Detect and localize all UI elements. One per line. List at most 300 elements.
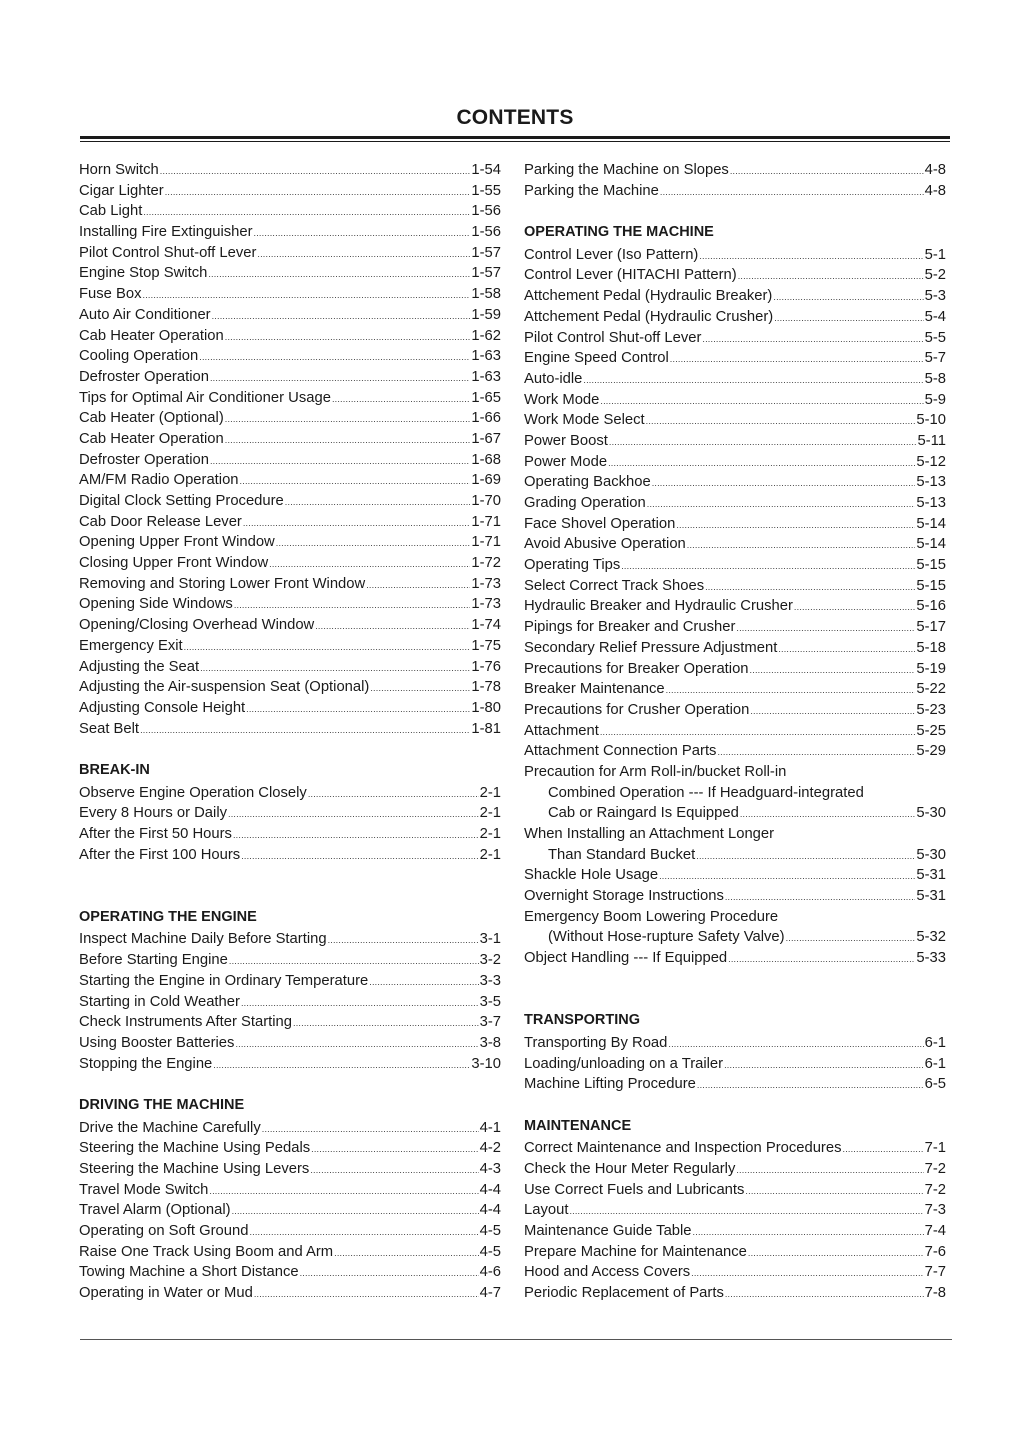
toc-list-maintenance bbox=[524, 1138, 946, 1304]
dot-leader bbox=[693, 1222, 924, 1243]
toc-entry[interactable] bbox=[79, 201, 501, 222]
toc-entry[interactable] bbox=[79, 1159, 501, 1180]
toc-entry-title: Every 8 Hours or Daily bbox=[79, 805, 228, 822]
toc-entry-title: Closing Upper Front Window bbox=[79, 555, 269, 572]
toc-entry-page: 1-71 bbox=[471, 534, 501, 551]
toc-entry[interactable] bbox=[79, 1138, 501, 1159]
toc-entry-title: Overnight Storage Instructions bbox=[524, 888, 724, 905]
section-heading-operating-machine: OPERATING THE MACHINE bbox=[524, 224, 714, 241]
dot-leader bbox=[646, 411, 916, 432]
dot-leader bbox=[778, 639, 915, 660]
dot-leader bbox=[600, 722, 916, 743]
dot-leader bbox=[285, 492, 471, 513]
toc-entry[interactable] bbox=[79, 388, 501, 409]
toc-entry[interactable] bbox=[79, 719, 501, 740]
toc-entry-title: Check the Hour Meter Regularly bbox=[524, 1161, 736, 1178]
toc-entry-title: Select Correct Track Shoes bbox=[524, 577, 705, 594]
toc-entry-page: 5-31 bbox=[916, 867, 946, 884]
toc-entry[interactable] bbox=[79, 470, 501, 491]
toc-entry-page: 5-9 bbox=[924, 391, 946, 408]
dot-leader bbox=[165, 182, 471, 203]
toc-entry[interactable] bbox=[79, 783, 501, 804]
toc-entry[interactable] bbox=[79, 491, 501, 512]
toc-entry[interactable] bbox=[524, 679, 946, 700]
toc-entry[interactable] bbox=[524, 596, 946, 617]
toc-entry-page: 3-8 bbox=[479, 1034, 501, 1051]
toc-entry-title: Opening Upper Front Window bbox=[79, 534, 275, 551]
toc-entry-page: 1-73 bbox=[471, 596, 501, 613]
toc-entry[interactable] bbox=[524, 493, 946, 514]
toc-entry-title: Cooling Operation bbox=[79, 348, 199, 365]
toc-entry-title: AM/FM Radio Operation bbox=[79, 472, 239, 489]
toc-entry[interactable] bbox=[524, 1138, 946, 1159]
dot-leader bbox=[232, 1201, 479, 1222]
dot-leader bbox=[583, 370, 923, 391]
dot-leader bbox=[670, 349, 924, 370]
dot-leader bbox=[705, 577, 915, 598]
toc-entry[interactable] bbox=[79, 305, 501, 326]
toc-entry-page: 2-1 bbox=[479, 784, 501, 801]
section-heading-maintenance: MAINTENANCE bbox=[524, 1117, 632, 1134]
toc-entry[interactable] bbox=[524, 555, 946, 576]
right-column bbox=[524, 160, 946, 1304]
dot-leader bbox=[228, 804, 479, 825]
dot-leader bbox=[184, 637, 471, 658]
toc-entry[interactable] bbox=[524, 1159, 946, 1180]
toc-entry[interactable] bbox=[79, 636, 501, 657]
toc-entry-page: 5-16 bbox=[916, 598, 946, 615]
toc-entry-page: 5-11 bbox=[917, 432, 946, 449]
dot-leader bbox=[143, 285, 471, 306]
dot-leader bbox=[254, 1284, 479, 1305]
toc-entry-page: 4-6 bbox=[479, 1264, 501, 1281]
toc-entry-page: 3-1 bbox=[479, 931, 501, 948]
dot-leader bbox=[254, 223, 471, 244]
toc-entry-page: 1-63 bbox=[471, 348, 501, 365]
dot-leader bbox=[736, 618, 915, 639]
dot-leader bbox=[332, 389, 470, 410]
dot-leader bbox=[293, 1013, 479, 1034]
toc-entry-page: 6-1 bbox=[924, 1055, 946, 1072]
toc-section-break-in bbox=[79, 760, 501, 865]
toc-entry-boom-line1[interactable]: Emergency Boom Lowering Procedure bbox=[524, 908, 779, 925]
toc-entry-title: Travel Alarm (Optional) bbox=[79, 1202, 231, 1219]
toc-entry[interactable] bbox=[79, 222, 501, 243]
toc-entry-page: 1-67 bbox=[471, 430, 501, 447]
toc-entry-page: 5-14 bbox=[916, 536, 946, 553]
toc-entry-title: Check Instruments After Starting bbox=[79, 1014, 293, 1031]
toc-entry-page: 3-7 bbox=[479, 1014, 501, 1031]
toc-entry[interactable] bbox=[524, 1200, 946, 1221]
toc-entry[interactable] bbox=[79, 657, 501, 678]
toc-entry-title: Layout bbox=[524, 1202, 569, 1219]
dot-leader bbox=[334, 1243, 478, 1264]
toc-entry-title: Observe Engine Operation Closely bbox=[79, 784, 307, 801]
toc-section-operating-engine bbox=[79, 907, 501, 1075]
toc-entry-title: Starting the Engine in Ordinary Temperature bbox=[79, 972, 369, 989]
toc-entry-page: 7-4 bbox=[924, 1223, 946, 1240]
toc-entry-title: Steering the Machine Using Pedals bbox=[79, 1140, 311, 1157]
footer-rule bbox=[80, 1339, 952, 1340]
toc-list-operating-machine bbox=[524, 245, 946, 762]
toc-entry-page: 5-15 bbox=[916, 577, 946, 594]
toc-entry[interactable] bbox=[79, 615, 501, 636]
toc-entry-title: Opening/Closing Overhead Window bbox=[79, 617, 315, 634]
toc-entry-page: 1-56 bbox=[471, 224, 501, 241]
toc-entry[interactable] bbox=[79, 367, 501, 388]
toc-entry-title: Cab Door Release Lever bbox=[79, 513, 242, 530]
toc-entry-title: Auto-idle bbox=[524, 370, 583, 387]
toc-entry[interactable] bbox=[524, 1074, 946, 1095]
toc-entry[interactable] bbox=[524, 1033, 946, 1054]
toc-entry[interactable] bbox=[524, 328, 946, 349]
toc-entry-page: 1-76 bbox=[471, 658, 501, 675]
dot-leader bbox=[315, 616, 470, 637]
dot-leader bbox=[745, 1181, 923, 1202]
dot-leader bbox=[774, 308, 923, 329]
toc-entry-page: 5-2 bbox=[924, 267, 946, 284]
toc-entry[interactable] bbox=[79, 450, 501, 471]
toc-entry-page: 1-71 bbox=[471, 513, 501, 530]
dot-leader bbox=[738, 266, 924, 287]
toc-entry-page: 5-13 bbox=[916, 495, 946, 511]
toc-entry[interactable] bbox=[79, 1283, 501, 1304]
toc-entry-title: Work Mode Select bbox=[524, 412, 645, 429]
toc-entry-armroll-line3[interactable] bbox=[524, 803, 946, 824]
dot-leader bbox=[225, 327, 471, 348]
toc-entry-page: 4-4 bbox=[479, 1202, 501, 1219]
toc-section-driving bbox=[79, 1095, 501, 1304]
toc-entry[interactable] bbox=[79, 243, 501, 264]
toc-entry-armroll-line1[interactable]: Precaution for Arm Roll-in/bucket Roll-in bbox=[524, 763, 787, 780]
dot-leader bbox=[691, 1263, 923, 1284]
toc-section-operating-machine bbox=[524, 222, 946, 969]
toc-entry-page: 4-8 bbox=[924, 182, 946, 199]
toc-entry[interactable] bbox=[79, 992, 501, 1013]
toc-entry-title: Attachment bbox=[524, 722, 599, 739]
toc-entry[interactable] bbox=[524, 410, 946, 431]
toc-entry-page: 4-4 bbox=[479, 1181, 501, 1198]
toc-entry[interactable] bbox=[79, 512, 501, 533]
toc-entry[interactable] bbox=[524, 1283, 946, 1304]
toc-entry[interactable] bbox=[524, 576, 946, 597]
toc-entry-title: Parking the Machine on Slopes bbox=[524, 162, 729, 178]
toc-entry-title: Attchement Pedal (Hydraulic Breaker) bbox=[524, 288, 773, 305]
toc-entry-page: 1-72 bbox=[471, 555, 501, 572]
toc-entry-title: Tips for Optimal Air Conditioner Usage bbox=[79, 389, 331, 406]
dot-leader bbox=[773, 287, 923, 308]
toc-entry[interactable] bbox=[524, 638, 946, 659]
toc-entry-page: 5-31 bbox=[916, 888, 946, 905]
toc-entry-title: Raise One Track Using Boom and Arm bbox=[79, 1243, 334, 1260]
toc-entry-page: 5-15 bbox=[916, 557, 946, 574]
toc-entry-title: Engine Speed Control bbox=[524, 350, 669, 367]
toc-entry[interactable] bbox=[524, 1242, 946, 1263]
toc-entry[interactable] bbox=[524, 307, 946, 328]
toc-entry-title: Maintenance Guide Table bbox=[524, 1223, 692, 1240]
dot-leader bbox=[235, 1034, 478, 1055]
toc-entry[interactable] bbox=[79, 1118, 501, 1139]
toc-entry[interactable] bbox=[79, 594, 501, 615]
toc-entry[interactable] bbox=[524, 1180, 946, 1201]
toc-entry-title: Operating in Water or Mud bbox=[79, 1285, 253, 1302]
title-rule bbox=[80, 136, 950, 139]
dot-leader bbox=[569, 1201, 923, 1222]
toc-entry-page: 2-1 bbox=[479, 846, 501, 863]
toc-entry[interactable] bbox=[79, 1033, 501, 1054]
dot-leader bbox=[676, 515, 915, 536]
toc-entry-title: Travel Mode Switch bbox=[79, 1181, 209, 1198]
toc-entry-page: 2-1 bbox=[479, 826, 501, 842]
toc-entry-page: 3-3 bbox=[479, 972, 501, 989]
toc-entry[interactable] bbox=[524, 369, 946, 390]
dot-leader bbox=[328, 930, 479, 951]
toc-entry[interactable] bbox=[524, 390, 946, 411]
toc-entry[interactable] bbox=[79, 574, 501, 595]
toc-entry-title: Precautions for Crusher Operation bbox=[524, 701, 750, 718]
toc-entry-title: Machine Lifting Procedure bbox=[524, 1076, 696, 1093]
dot-leader bbox=[647, 494, 916, 515]
dot-leader bbox=[740, 804, 916, 825]
toc-entry[interactable] bbox=[79, 1180, 501, 1201]
toc-entry-title: Than Standard Bucket bbox=[548, 846, 696, 863]
dot-leader bbox=[725, 887, 916, 908]
toc-entry[interactable] bbox=[524, 1262, 946, 1283]
toc-entry-title: Cab Heater (Optional) bbox=[79, 410, 224, 427]
dot-leader bbox=[725, 1284, 924, 1305]
toc-entry-page: 1-56 bbox=[471, 203, 501, 220]
dot-leader bbox=[225, 409, 471, 430]
toc-entry[interactable] bbox=[79, 160, 501, 181]
toc-entry[interactable] bbox=[524, 452, 946, 473]
toc-entry-title: Power Boost bbox=[524, 432, 608, 449]
toc-entry-title: Digital Clock Setting Procedure bbox=[79, 493, 284, 509]
toc-entry-title: Correct Maintenance and Inspection Procedures bbox=[524, 1140, 842, 1157]
toc-entry[interactable] bbox=[79, 429, 501, 450]
dot-leader bbox=[794, 597, 915, 618]
toc-entry-title: Operating Tips bbox=[524, 557, 621, 574]
toc-entry-title: Cab Light bbox=[79, 203, 143, 220]
toc-entry-page: 1-55 bbox=[471, 182, 501, 199]
toc-entry-title: Before Starting Engine bbox=[79, 952, 228, 969]
toc-entry-page: 4-1 bbox=[479, 1119, 501, 1136]
toc-entry-title: Engine Stop Switch bbox=[79, 265, 208, 282]
toc-list-operating-machine-c bbox=[524, 948, 946, 969]
toc-entry-page: 5-25 bbox=[916, 722, 946, 739]
toc-entry[interactable] bbox=[524, 659, 946, 680]
toc-entry[interactable] bbox=[524, 286, 946, 307]
dot-leader bbox=[696, 846, 915, 867]
toc-entry-title: Cab or Raingard Is Equipped bbox=[548, 805, 739, 822]
dot-leader bbox=[717, 742, 915, 763]
dot-leader bbox=[699, 246, 923, 267]
dot-leader bbox=[697, 1075, 924, 1096]
toc-entry-page: 1-62 bbox=[471, 327, 501, 344]
toc-entry-page: 4-5 bbox=[479, 1243, 501, 1260]
toc-entry[interactable] bbox=[79, 824, 501, 845]
toc-entry-title: Using Booster Batteries bbox=[79, 1034, 235, 1051]
toc-entry[interactable] bbox=[524, 1054, 946, 1075]
toc-entry[interactable] bbox=[79, 929, 501, 950]
toc-entry-page: 7-3 bbox=[924, 1202, 946, 1219]
toc-entry[interactable] bbox=[79, 698, 501, 719]
dot-leader bbox=[160, 161, 471, 182]
dot-leader bbox=[229, 951, 479, 972]
toc-entry[interactable] bbox=[79, 263, 501, 284]
toc-entry-page: 5-29 bbox=[916, 743, 946, 760]
dot-leader bbox=[750, 701, 915, 722]
toc-entry[interactable] bbox=[524, 181, 946, 202]
toc-entry-page: 1-68 bbox=[471, 451, 501, 468]
toc-entry[interactable] bbox=[524, 865, 946, 886]
toc-entry-armroll-line2[interactable]: Combined Operation --- If Headguard-integrated bbox=[548, 784, 864, 801]
toc-entry-page: 5-4 bbox=[924, 308, 946, 325]
dot-leader bbox=[200, 658, 470, 679]
toc-entry-page: 5-5 bbox=[924, 329, 946, 346]
dot-leader bbox=[276, 533, 471, 554]
toc-entry[interactable] bbox=[79, 845, 501, 866]
dot-leader bbox=[366, 575, 470, 596]
toc-entry[interactable] bbox=[79, 677, 501, 698]
dot-leader bbox=[269, 554, 470, 575]
toc-entry-page: 5-22 bbox=[916, 681, 946, 698]
toc-entry-longer-line1[interactable]: When Installing an Attachment Longer bbox=[524, 826, 775, 842]
toc-entry-title: Secondary Relief Pressure Adjustment bbox=[524, 639, 778, 656]
toc-entry-page: 7-2 bbox=[924, 1161, 946, 1178]
toc-entry-page: 1-78 bbox=[471, 679, 501, 696]
toc-list-transporting bbox=[524, 1033, 946, 1095]
dot-leader bbox=[241, 993, 479, 1014]
toc-entry-page: 1-75 bbox=[471, 637, 501, 654]
toc-entry[interactable] bbox=[524, 265, 946, 286]
toc-entry[interactable] bbox=[524, 617, 946, 638]
toc-entry-longer-line2[interactable] bbox=[524, 845, 946, 866]
toc-section-transporting bbox=[524, 1010, 946, 1095]
toc-entry-title: Defroster Operation bbox=[79, 451, 209, 468]
toc-entry-page: 1-57 bbox=[471, 244, 501, 261]
toc-entry-title: Adjusting the Seat bbox=[79, 658, 200, 675]
toc-entry-title: Power Mode bbox=[524, 453, 608, 470]
dot-leader bbox=[311, 1139, 478, 1160]
toc-entry-page: 5-12 bbox=[916, 453, 946, 470]
dot-leader bbox=[660, 182, 924, 203]
section-heading-break-in: BREAK-IN bbox=[79, 761, 150, 778]
toc-entry[interactable] bbox=[524, 886, 946, 907]
toc-entry-page: 1-80 bbox=[471, 699, 501, 716]
dot-leader bbox=[687, 535, 916, 556]
toc-entry[interactable] bbox=[79, 326, 501, 347]
toc-entry[interactable] bbox=[79, 803, 501, 824]
toc-entry[interactable] bbox=[524, 472, 946, 493]
toc-entry-title: After the First 50 Hours bbox=[79, 826, 232, 842]
toc-entry-title: Hydraulic Breaker and Hydraulic Crusher bbox=[524, 598, 793, 615]
dot-leader bbox=[241, 846, 478, 867]
toc-entry-page: 1-81 bbox=[471, 720, 501, 737]
toc-entry[interactable] bbox=[524, 741, 946, 762]
toc-entry-page: 1-54 bbox=[471, 162, 501, 178]
toc-entry-title: Cab Heater Operation bbox=[79, 327, 224, 344]
toc-entry-title: Adjusting the Air-suspension Seat (Optional) bbox=[79, 679, 370, 696]
toc-entry-boom-line2[interactable] bbox=[524, 927, 946, 948]
section-heading-transporting: TRANSPORTING bbox=[524, 1012, 640, 1029]
dot-leader bbox=[786, 928, 916, 949]
toc-entry-title: Operating on Soft Ground bbox=[79, 1223, 249, 1240]
dot-leader bbox=[702, 329, 923, 350]
toc-entry[interactable] bbox=[524, 948, 946, 969]
toc-entry-title: Parking the Machine bbox=[524, 182, 659, 199]
dot-leader bbox=[234, 595, 471, 616]
toc-entry-title: Work Mode bbox=[524, 391, 600, 408]
toc-entry[interactable] bbox=[524, 1221, 946, 1242]
toc-entry[interactable] bbox=[524, 721, 946, 742]
dot-leader bbox=[728, 949, 915, 970]
toc-entry-title: Inspect Machine Daily Before Starting bbox=[79, 931, 327, 948]
toc-entry[interactable] bbox=[79, 1242, 501, 1263]
toc-entry-page: 4-5 bbox=[479, 1223, 501, 1240]
toc-entry-title: Seat Belt bbox=[79, 720, 140, 737]
toc-entry-page: 1-63 bbox=[471, 368, 501, 385]
toc-entry-title: Grading Operation bbox=[524, 495, 646, 511]
toc-entry-title: Control Lever (HITACHI Pattern) bbox=[524, 267, 737, 284]
dot-leader bbox=[843, 1139, 924, 1160]
toc-entry[interactable] bbox=[524, 700, 946, 721]
dot-leader bbox=[750, 660, 916, 681]
toc-entry[interactable] bbox=[79, 971, 501, 992]
toc-entry[interactable] bbox=[79, 284, 501, 305]
toc-entry-page: 3-2 bbox=[479, 952, 501, 969]
toc-entry-title: Attchement Pedal (Hydraulic Crusher) bbox=[524, 308, 774, 325]
toc-entry[interactable] bbox=[79, 532, 501, 553]
toc-entry-title: Hood and Access Covers bbox=[524, 1264, 691, 1281]
toc-entry[interactable] bbox=[524, 534, 946, 555]
toc-entry-title: Steering the Machine Using Levers bbox=[79, 1161, 310, 1178]
dot-leader bbox=[208, 264, 470, 285]
toc-entry[interactable] bbox=[79, 1221, 501, 1242]
toc-entry-page: 1-70 bbox=[471, 493, 501, 509]
toc-entry-page: 1-58 bbox=[471, 286, 501, 303]
toc-entry[interactable] bbox=[79, 408, 501, 429]
toc-entry-page: 5-32 bbox=[916, 929, 946, 946]
toc-entry[interactable] bbox=[79, 1012, 501, 1033]
toc-entry-page: 5-14 bbox=[916, 515, 946, 532]
dot-leader bbox=[310, 1160, 478, 1181]
toc-entry-page: 7-8 bbox=[924, 1285, 946, 1302]
toc-entry[interactable] bbox=[79, 346, 501, 367]
toc-entry-title: Removing and Storing Lower Front Window bbox=[79, 575, 366, 592]
toc-entry[interactable] bbox=[79, 950, 501, 971]
toc-entry-title: Attachment Connection Parts bbox=[524, 743, 717, 760]
toc-entry[interactable] bbox=[79, 1200, 501, 1221]
toc-entry-page: 7-6 bbox=[924, 1243, 946, 1260]
toc-entry[interactable] bbox=[79, 181, 501, 202]
toc-entry-page: 5-3 bbox=[924, 288, 946, 305]
toc-entry[interactable] bbox=[524, 245, 946, 266]
toc-entry[interactable] bbox=[524, 514, 946, 535]
toc-entry-page: 3-5 bbox=[479, 993, 501, 1010]
toc-entry[interactable] bbox=[79, 1262, 501, 1283]
toc-entry-page: 5-8 bbox=[924, 370, 946, 387]
toc-entry-title: Drive the Machine Carefully bbox=[79, 1119, 261, 1136]
toc-entry-page: 4-8 bbox=[924, 162, 946, 178]
toc-entry[interactable] bbox=[79, 553, 501, 574]
toc-entry-page: 3-10 bbox=[471, 1055, 501, 1072]
dot-leader bbox=[233, 825, 479, 846]
toc-entry[interactable] bbox=[524, 348, 946, 369]
toc-entry[interactable] bbox=[524, 431, 946, 452]
toc-entry[interactable] bbox=[79, 1054, 501, 1075]
dot-leader bbox=[140, 720, 470, 741]
toc-entry[interactable] bbox=[524, 160, 946, 181]
